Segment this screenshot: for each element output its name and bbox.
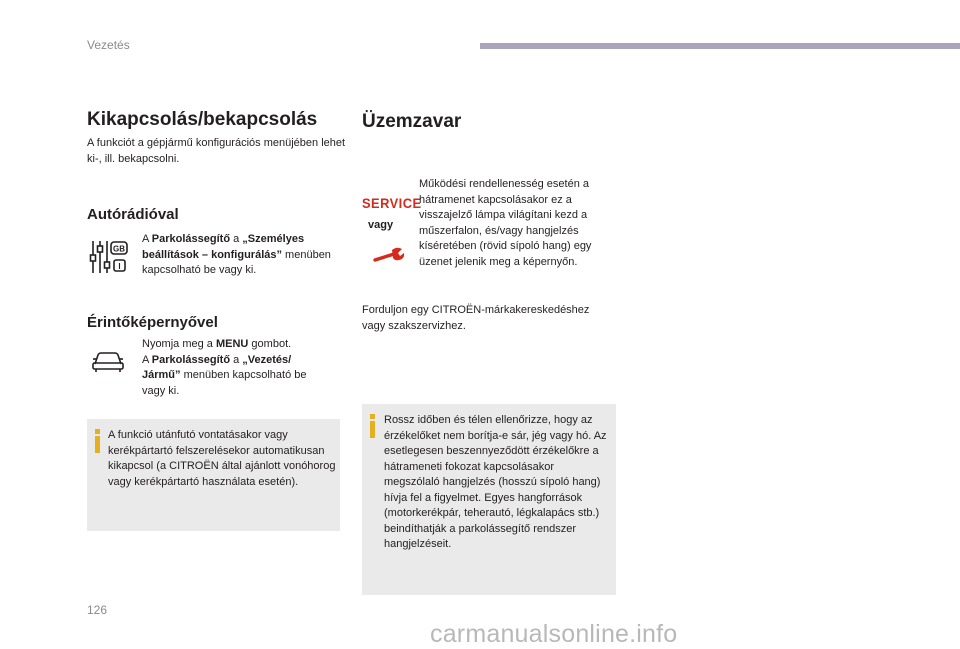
service-warning-label: SERVICE — [362, 195, 422, 211]
heading-malfunction: Üzemzavar — [362, 111, 462, 132]
intro-paragraph: A funkciót a gépjármű konfigurációs menüjében lehet ki-, ill. bekapcsolni. — [87, 137, 346, 165]
header-accent-bar — [480, 43, 960, 49]
or-label: vagy — [368, 219, 394, 231]
info-text-towing: A funkció utánfutó vontatásakor vagy kerékpártartó felszerelésekor automatikusan kikapcsol (a CITROËN által ajánlott vonóhorog vagy kerékpártartó használata esetén). — [108, 429, 336, 488]
info-box-towing — [87, 419, 340, 531]
icon-label-gb: GB — [113, 244, 125, 254]
fault-description: Működési rendellenesség esetén a hátramenet kapcsolásakor ez a visszajelző lámpa világítani kezd a műszerfalon, és/vagy hangjelzés kíséretében (rövid sípoló hang) egy üzenet jelenik meg a képernyőn. — [419, 178, 592, 268]
autoradio-text: A Parkolássegítő a „Személyes beállítások – konfigurálás” menüben kapcsolható be vagy ki. — [142, 233, 331, 276]
info-icon — [370, 414, 375, 438]
wrench-icon — [372, 245, 406, 265]
contact-dealer-text: Forduljon egy CITROËN-márkakereskedéshez vagy szakszervizhez. — [362, 304, 590, 332]
heading-touchscreen: Érintőképernyővel — [87, 314, 218, 331]
info-icon — [95, 429, 100, 453]
touchscreen-text: Nyomja meg a MENU gombot. A Parkolássegítő a „Vezetés/ Jármű” menüben kapcsolható be vagy ki. — [142, 338, 307, 397]
icon-label-i: I — [118, 262, 121, 271]
section-title: Vezetés — [87, 38, 130, 52]
settings-sliders-icon — [88, 238, 130, 276]
heading-autoradio: Autórádióval — [87, 206, 179, 223]
info-text-sensors: Rossz időben és télen ellenőrizze, hogy az érzékelőket nem borítja-e sár, jég vagy hó. Az esetlegesen beszennyeződött érzékelőkre a hátrameneti fokozat kapcsolásakor megszólaló hangjelzés (hosszú sípoló hang) hívja fel a figyelmet. Egyes hangforrások (motorkerékpár, teherautó, légkalapács stb.) beindíthatják a parkolássegítő rendszer hangjelzéseit. — [384, 414, 607, 550]
watermark: carmanualsonline.info — [430, 620, 678, 648]
info-box-sensors — [362, 404, 616, 595]
heading-switch-on-off: Kikapcsolás/bekapcsolás — [87, 109, 318, 130]
page-number: 126 — [87, 603, 108, 617]
car-icon — [91, 348, 125, 374]
